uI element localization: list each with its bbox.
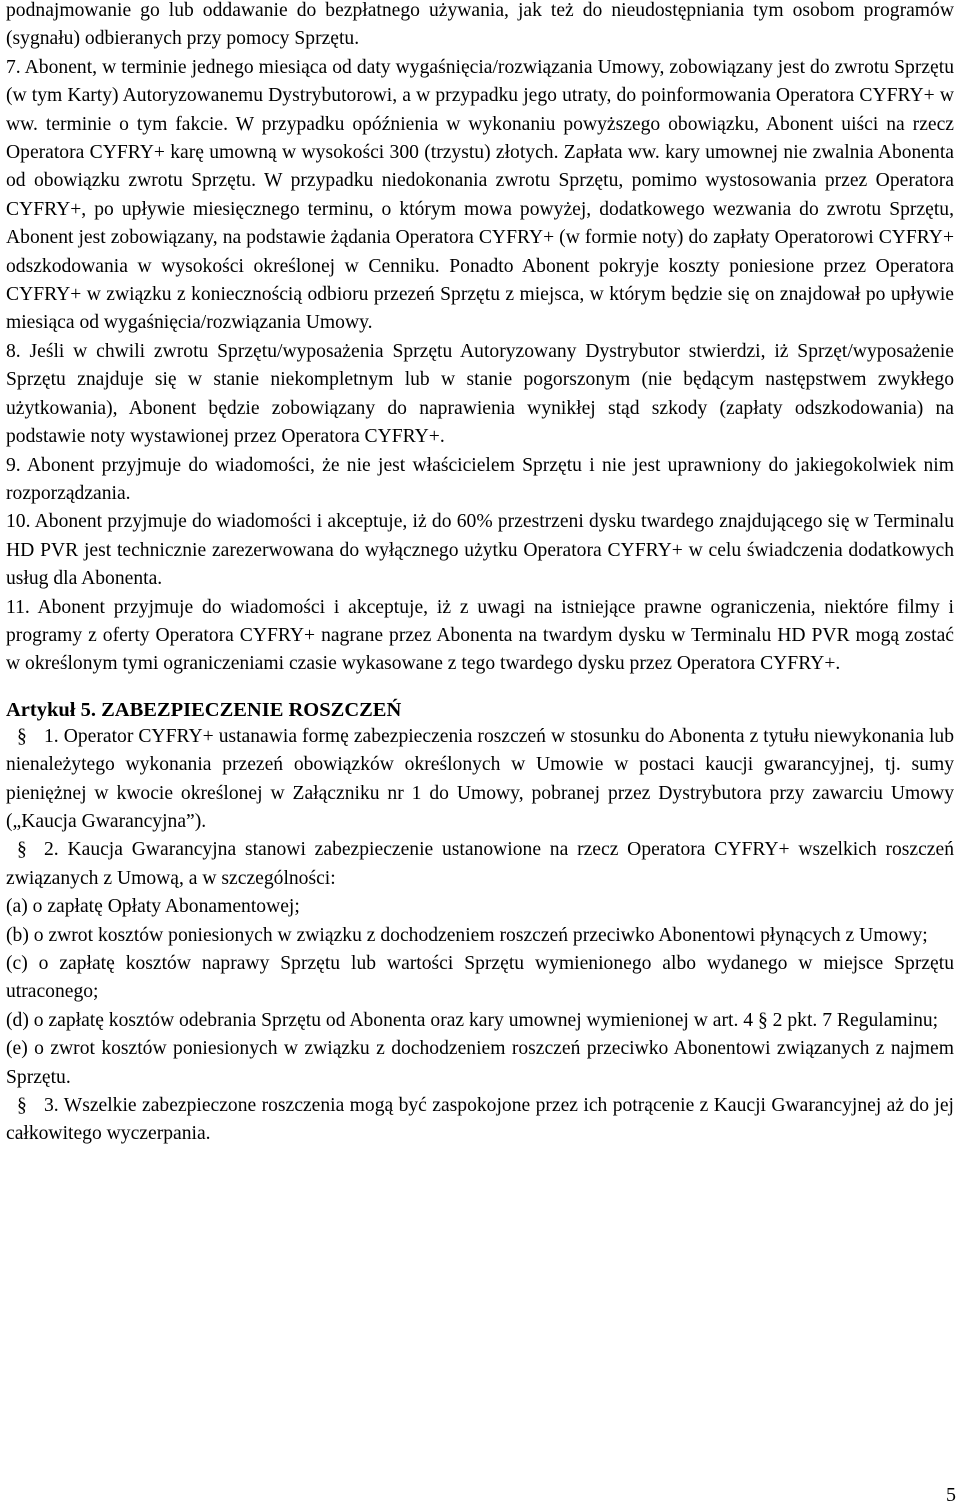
list-item-a: (a) o zapłatę Opłaty Abonamentowej; (6, 896, 300, 918)
section-paragraph-3-text: 3. Wszelkie zabezpieczone roszczenia mogą być zaspokojone przez ich potrącenie z Kaucji Gwarancyjnej aż do jej całkowitego wyczerpania. (6, 1095, 954, 1145)
section-paragraph-2 (6, 836, 954, 893)
section-sign: § (17, 839, 27, 861)
page-number: 5 (946, 1484, 956, 1506)
list-item-d-text: (d) o zapłatę kosztów odebrania Sprzętu od Abonenta oraz kary umownej wymienionej w art. 4 (6, 1009, 754, 1031)
article-5-section (6, 696, 954, 1149)
item-8: 8. Jeśli w chwili zwrotu Sprzętu/wyposażenia Sprzętu Autoryzowany Dystrybutor stwierdzi, iż Sprzęt/wyposażenie Sprzętu znajduje się w stanie niekompletnym lub w stanie pogorszonym (nie będącym następstwem zwykłego użytkowania), Abonent będzie zobowiązany do naprawienia wynikłej stąd szkody (zapłaty odszkodowania) na podstawie noty wystawionej przez Operatora CYFRY+. (6, 340, 954, 448)
section-paragraph-1 (6, 723, 954, 837)
article-heading: Artykuł 5. ZABEZPIECZENIE ROSZCZEŃ (6, 698, 402, 721)
section-paragraph-1-text: 1. Operator CYFRY+ ustanawia formę zabezpieczenia roszczeń w stosunku do Abonenta z tytułu niewykonania lub nienależytego wykonania przezeń obowiązków określonych w Umowie w postaci kaucji gwarancyjnej, tj. sumy pieniężnej w kwocie określonej w Załączniku nr 1 do Umowy, pobranej przez Dystrybutora przy zawarciu Umowy („Kaucja Gwarancyjna”). (6, 725, 954, 832)
document-page (6, 0, 954, 1149)
list-item-b: (b) o zwrot kosztów poniesionych w związku z dochodzeniem roszczeń przeciwko Abonentowi płynących z Umowy; (6, 924, 928, 946)
section-sign: § (17, 1095, 27, 1117)
section-sign: § (17, 725, 27, 747)
list-item-e: (e) o zwrot kosztów poniesionych w związku z dochodzeniem roszczeń przeciwko Abonentowi związanych z najmem Sprzętu. (6, 1038, 954, 1088)
continuation-paragraph: podnajmowanie go lub oddawanie do bezpłatnego używania, jak też do nieudostępniania tym osobom programów (sygnału) odbieranych przy pomocy Sprzętu. (6, 0, 954, 50)
item-9: 9. Abonent przyjmuje do wiadomości, że nie jest właścicielem Sprzętu i nie jest uprawniony do jakiegokolwiek nim rozporządzania. (6, 454, 954, 504)
item-7: 7. Abonent, w terminie jednego miesiąca od daty wygaśnięcia/rozwiązania Umowy, zobowiązany jest do zwrotu Sprzętu (w tym Karty) Autoryzowanemu Dystrybutorowi, a w przypadku jego utraty, do poinformowania Operatora CYFRY+ w ww. terminie o tym fakcie. W przypadku opóźnienia w wykonaniu powyższego obowiązku, Abonent uiści na rzecz Operatora CYFRY+ karę umowną w wysokości 300 (trzystu) złotych. Zapłata ww. kary umownej nie zwalnia Abonenta od obowiązku zwrotu Sprzętu. W przypadku niedokonania zwrotu Sprzętu, pomimo wystosowania przez Operatora CYFRY+, po upływie miesięcznego terminu, o którym mowa powyżej, dodatkowego wezwania do zwrotu Sprzętu, Abonent jest zobowiązany, na podstawie żądania Operatora CYFRY+ (w formie noty) do zapłaty Operatorowi CYFRY+ odszkodowania w wysokości określonej w Cenniku. Ponadto Abonent pokryje koszty poniesione przez Operatora CYFRY+ w związku z koniecznością odbioru przezeń Sprzętu z miejsca, w którym będzie się on znajdował po upływie miesiąca od wygaśnięcia/rozwiązania Umowy. (6, 56, 954, 334)
list-item-d (6, 1007, 954, 1035)
section-paragraph-3 (6, 1092, 954, 1149)
item-11: 11. Abonent przyjmuje do wiadomości i akceptuje, iż z uwagi na istniejące prawne ograniczenia, niektóre filmy i programy z oferty Operatora CYFRY+ nagrane przez Abonenta na twardym dysku w Terminalu HD PVR mogą zostać w określonym tymi ograniczeniami czasie wykasowane z tego twardego dysku przez Operatora CYFRY+. (6, 596, 954, 675)
list-item-c: (c) o zapłatę kosztów naprawy Sprzętu lub wartości Sprzętu wymienionego albo wydanego w miejsce Sprzętu utraconego; (6, 953, 954, 1003)
item-10: 10. Abonent przyjmuje do wiadomości i akceptuje, iż do 60% przestrzeni dysku twardego znajdującego się w Terminalu HD PVR jest technicznie zarezerwowana do wyłącznego użytku Operatora CYFRY+ w celu świadczenia dodatkowych usług dla Abonenta. (6, 511, 954, 590)
section-sign: § (757, 1009, 768, 1031)
section-paragraph-2-text: 2. Kaucja Gwarancyjna stanowi zabezpieczenie ustanowione na rzecz Operatora CYFRY+ wszelkich roszczeń związanych z Umową, a w szczególności: (6, 839, 954, 889)
list-item-d-ref: 2 pkt. 7 Regulaminu; (772, 1009, 939, 1031)
